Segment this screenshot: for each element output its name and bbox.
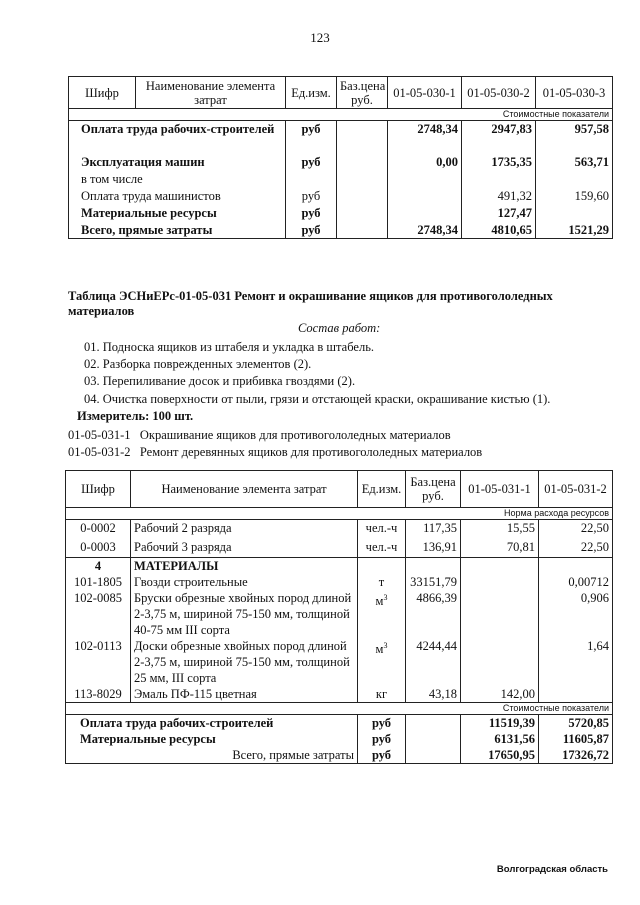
measure: Измеритель: 100 шт. xyxy=(77,409,194,423)
code-desc: Ремонт деревянных ящиков для противогололедных материалов xyxy=(139,445,483,459)
table-05-030 xyxy=(68,76,613,239)
value-cell: 4810,65 xyxy=(462,222,536,239)
code-cell: 101-1805 xyxy=(66,574,131,590)
value-cell: 0,00 xyxy=(388,154,462,171)
unit-cell: руб xyxy=(286,188,337,205)
price-cell: 136,91 xyxy=(406,539,461,558)
price-cell: 43,18 xyxy=(406,686,461,703)
unit-cell: руб xyxy=(286,121,337,154)
name-cell: Оплата труда рабочих-строителей xyxy=(81,122,275,136)
code: 01-05-031-2 xyxy=(68,445,131,459)
table-header xyxy=(69,77,613,109)
section-label: Стоимостные показатели xyxy=(66,703,613,715)
footer-region: Волгоградская область xyxy=(496,864,608,875)
price-cell xyxy=(406,731,461,747)
value-cell xyxy=(461,590,539,638)
value-cell xyxy=(461,638,539,686)
header-cell: 01-05-030-1 xyxy=(388,77,462,109)
name-cell: Бруски обрезные хвойных пород длиной 2-3,75 м, шириной 75-150 мм, толщиной 40-75 мм III сорта xyxy=(131,590,358,638)
table-row xyxy=(69,171,613,188)
table-row xyxy=(66,715,613,732)
table-row xyxy=(69,154,613,171)
value-cell: 11605,87 xyxy=(539,731,613,747)
price-cell xyxy=(337,154,388,171)
table-row xyxy=(66,638,613,686)
value-cell: 2748,34 xyxy=(388,121,462,154)
header-cell: 01-05-030-2 xyxy=(462,77,536,109)
price-cell xyxy=(337,171,388,188)
table-row xyxy=(66,520,613,539)
table-row xyxy=(66,747,613,764)
unit-cell: т xyxy=(358,574,406,590)
code-cell: 0-0002 xyxy=(66,520,131,539)
unit-cell: чел.-ч xyxy=(358,520,406,539)
price-cell xyxy=(406,715,461,732)
table-row xyxy=(69,121,613,154)
unit-cell: руб xyxy=(358,747,406,764)
work-item: 03. Перепиливание досок и прибивка гвоздями (2). xyxy=(84,374,356,388)
table-title: Таблица ЭСНиЕРс-01-05-031 Ремонт и окрашивание ящиков для противогололедных материалов xyxy=(68,289,553,318)
value-cell xyxy=(388,205,462,222)
value-cell: 70,81 xyxy=(461,539,539,558)
table-row xyxy=(66,574,613,590)
value-cell: 0,00712 xyxy=(539,574,613,590)
name-cell: Доски обрезные хвойных пород длиной 2-3,75 м, шириной 75-150 мм, толщиной 25 мм, III сорта xyxy=(131,638,358,686)
header-cell: Ед.изм. xyxy=(358,471,406,508)
value-cell: 15,55 xyxy=(461,520,539,539)
price-cell: 4866,39 xyxy=(406,590,461,638)
works-heading: Состав работ: xyxy=(298,321,381,335)
table-row xyxy=(66,590,613,638)
code-cell: 0-0003 xyxy=(66,539,131,558)
section-label: Норма расхода ресурсов xyxy=(66,508,613,520)
header-cell: Наименование элемента затрат xyxy=(136,77,286,109)
code-cell: 102-0085 xyxy=(66,590,131,638)
value-cell: 2947,83 xyxy=(462,121,536,154)
empty-cell xyxy=(539,558,613,575)
value-cell: 1735,35 xyxy=(462,154,536,171)
group-label: МАТЕРИАЛЫ xyxy=(131,558,358,575)
value-cell: 11519,39 xyxy=(461,715,539,732)
code: 01-05-031-1 xyxy=(68,428,131,442)
empty-cell xyxy=(358,558,406,575)
name-cell: Оплата труда рабочих-строителей xyxy=(80,716,274,730)
name-cell: в том числе xyxy=(81,171,143,186)
value-cell: 5720,85 xyxy=(539,715,613,732)
name-cell: Эксплуатация машин xyxy=(81,154,205,169)
value-cell: 2748,34 xyxy=(388,222,462,239)
unit-cell: $м^3$ xyxy=(358,638,406,686)
work-item: 02. Разборка поврежденных элементов (2). xyxy=(84,357,312,371)
header-cell: Шифр xyxy=(66,471,131,508)
unit-cell: чел.-ч xyxy=(358,539,406,558)
name-cell: Рабочий 3 разряда xyxy=(131,539,358,558)
value-cell: 1,64 xyxy=(539,638,613,686)
price-cell: 33151,79 xyxy=(406,574,461,590)
price-cell xyxy=(337,121,388,154)
value-cell: 127,47 xyxy=(462,205,536,222)
name-cell: Всего, прямые затраты xyxy=(232,748,354,762)
unit-cell: кг xyxy=(358,686,406,703)
superscript: 3 xyxy=(383,641,388,650)
unit-cell: руб xyxy=(358,731,406,747)
name-cell: Оплата труда машинистов xyxy=(81,188,221,203)
value-cell xyxy=(388,188,462,205)
unit-cell: руб xyxy=(286,222,337,239)
unit-cell: руб xyxy=(286,205,337,222)
value-cell xyxy=(536,205,613,222)
table-row xyxy=(69,205,613,222)
value-cell: 0,906 xyxy=(539,590,613,638)
header-cell: 01-05-030-3 xyxy=(536,77,613,109)
value-cell xyxy=(536,171,613,188)
price-cell xyxy=(337,205,388,222)
unit-cell: руб xyxy=(286,154,337,171)
table-row xyxy=(66,558,613,575)
name-cell: Материальные ресурсы xyxy=(80,732,216,746)
work-item: 01. Подноска ящиков из штабеля и укладка в штабель. xyxy=(84,340,375,354)
code-cell: 102-0113 xyxy=(66,638,131,686)
value-cell: 1521,29 xyxy=(536,222,613,239)
name-cell: Всего, прямые затраты xyxy=(81,222,213,237)
table-row xyxy=(69,222,613,239)
value-cell: 22,50 xyxy=(539,520,613,539)
price-cell xyxy=(337,222,388,239)
header-cell: Наименование элемента затрат xyxy=(131,471,358,508)
price-cell xyxy=(337,188,388,205)
header-cell: Ед.изм. xyxy=(286,77,337,109)
header-cell: Баз.цена руб. xyxy=(406,471,461,508)
code-desc: Окрашивание ящиков для противогололедных материалов xyxy=(139,428,451,442)
header-cell: Баз.цена руб. xyxy=(337,77,388,109)
value-cell: 159,60 xyxy=(536,188,613,205)
table-05-031 xyxy=(65,470,613,764)
value-cell: 957,58 xyxy=(536,121,613,154)
table-header xyxy=(66,471,613,508)
price-cell xyxy=(406,747,461,764)
table-row xyxy=(66,686,613,703)
table-row xyxy=(66,539,613,558)
header-cell: 01-05-031-2 xyxy=(539,471,613,508)
header-cell: Шифр xyxy=(69,77,136,109)
name-cell: Материальные ресурсы xyxy=(81,205,217,220)
value-cell: 142,00 xyxy=(461,686,539,703)
header-cell: 01-05-031-1 xyxy=(461,471,539,508)
value-cell xyxy=(539,686,613,703)
unit-cell: $м^3$ xyxy=(358,590,406,638)
unit-cell xyxy=(286,171,337,188)
value-cell: 17326,72 xyxy=(539,747,613,764)
work-item: 04. Очистка поверхности от пыли, грязи и отстающей краски, окрашивание кистью (1). xyxy=(84,392,551,406)
code-cell: 113-8029 xyxy=(66,686,131,703)
empty-cell xyxy=(406,558,461,575)
unit-cell: руб xyxy=(358,715,406,732)
value-cell: 563,71 xyxy=(536,154,613,171)
table-row xyxy=(66,731,613,747)
value-cell: 491,32 xyxy=(462,188,536,205)
value-cell: 17650,95 xyxy=(461,747,539,764)
page-number: 123 xyxy=(310,30,330,45)
superscript: 3 xyxy=(383,593,388,602)
price-cell: 4244,44 xyxy=(406,638,461,686)
name-cell: Гвозди строительные xyxy=(131,574,358,590)
name-cell: Рабочий 2 разряда xyxy=(131,520,358,539)
name-cell: Эмаль ПФ-115 цветная xyxy=(131,686,358,703)
code-cell: 4 xyxy=(66,558,131,575)
table-row xyxy=(69,188,613,205)
empty-cell xyxy=(461,558,539,575)
value-cell: 6131,56 xyxy=(461,731,539,747)
value-cell xyxy=(461,574,539,590)
value-cell xyxy=(388,171,462,188)
value-cell: 22,50 xyxy=(539,539,613,558)
value-cell xyxy=(462,171,536,188)
section-label: Стоимостные показатели xyxy=(69,109,613,121)
price-cell: 117,35 xyxy=(406,520,461,539)
